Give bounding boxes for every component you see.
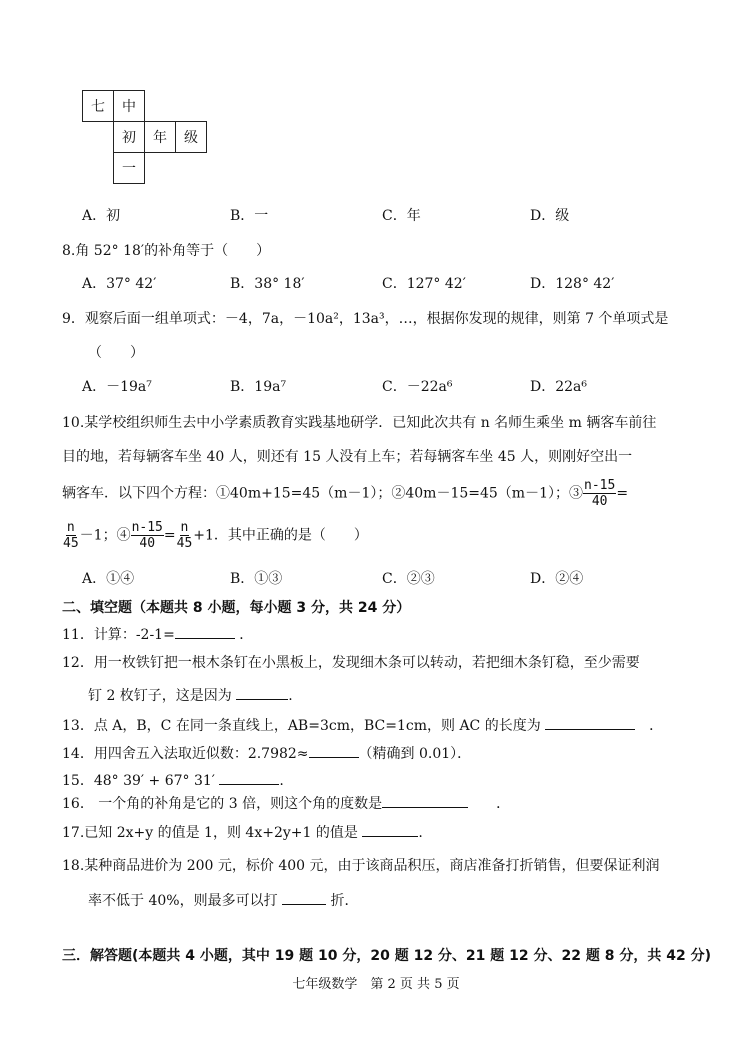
q8-option-b: B．38° 18′ [230, 276, 305, 292]
net-cell: 七 [82, 90, 114, 122]
fraction [176, 520, 194, 551]
q8-option-a: A．37° 42′ [82, 276, 157, 292]
q11 [62, 624, 253, 644]
q9-stem-paren: （ ） [88, 345, 144, 361]
fraction [62, 520, 80, 551]
q16-end: ． [496, 796, 511, 812]
q12-line2 [88, 685, 293, 705]
q11-text: 11．计算：-2-1= [62, 627, 175, 643]
fraction-numerator: n [66, 520, 75, 535]
q9-option-d: D．22a⁶ [530, 379, 587, 395]
q17-text: 17.已知 2x+y 的值是 1，则 4x+2y+1 的值是 [62, 825, 358, 841]
q10-option-d: D．②④ [530, 571, 584, 587]
fraction-numerator: n [180, 520, 189, 535]
answer-blank[interactable] [282, 890, 326, 905]
answer-blank[interactable] [219, 770, 279, 785]
q12-line1: 12．用一枚铁钉把一根木条钉在小黑板上，发现细木条可以转动，若把细木条钉稳，至少需要 [62, 655, 640, 671]
answer-blank[interactable] [545, 715, 635, 730]
net-cell: 中 [113, 90, 145, 122]
q13 [62, 715, 663, 735]
fraction [131, 520, 164, 551]
section-2-heading: 二、填空题（本题共 8 小题，每小题 3 分，共 24 分） [62, 600, 411, 616]
q12-text: 钉 2 枚钉子，这是因为 [88, 688, 232, 704]
q15-end: . [279, 773, 284, 789]
q9-option-c: C．－22a⁶ [382, 379, 453, 395]
q18-text: 率不低于 40%，则最多可以打 [88, 893, 278, 909]
q7-option-c: C．年 [382, 208, 421, 224]
fraction-numerator: n-15 [131, 520, 163, 535]
q8-option-c: C．127° 42′ [382, 276, 466, 292]
q18-end: 折． [330, 893, 359, 909]
answer-blank[interactable] [309, 743, 359, 758]
net-cell: 级 [175, 121, 207, 153]
answer-blank[interactable] [382, 793, 468, 808]
q9-option-a: A．－19a⁷ [82, 379, 152, 395]
q17-end: . [418, 825, 423, 841]
q10-option-b: B．①③ [230, 571, 283, 587]
section-3-heading: 三．解答题(本题共 4 小题，其中 19 题 10 分，20 题 12 分、21 题 12 分、22 题 8 分，共 42 分) [62, 948, 711, 964]
q18-line2 [88, 890, 358, 910]
answer-blank[interactable] [236, 685, 288, 700]
fraction-denominator: 45 [63, 536, 79, 551]
q14 [62, 743, 471, 763]
cube-net-figure [82, 90, 222, 190]
fraction [583, 478, 616, 509]
answer-blank[interactable] [362, 822, 418, 837]
q8-option-d: D．128° 42′ [530, 276, 615, 292]
q18-line1: 18.某种商品进价为 200 元，标价 400 元，由于该商品积压，商店准备打折销售，但要保证利润 [62, 858, 660, 874]
q10-line4-text: －1；④ [79, 527, 131, 544]
q13-text: 13．点 A，B，C 在同一条直线上，AB=3cm，BC=1cm，则 AC 的长度为 [62, 718, 541, 734]
fraction-denominator: 45 [176, 536, 193, 551]
q7-option-b: B．一 [230, 208, 269, 224]
q11-end: ． [239, 627, 254, 643]
q7-option-d: D．级 [530, 208, 570, 224]
page-footer: 七年级数学 第 2 页 共 5 页 [292, 977, 460, 992]
equals-sign: = [616, 485, 629, 502]
q17 [62, 822, 423, 842]
net-cell: 年 [144, 121, 176, 153]
q10-option-a: A．①④ [82, 571, 135, 587]
q10-line4-end: +1．其中正确的是（ ） [193, 527, 368, 544]
q10-line1: 10.某学校组织师生去中小学素质教育实践基地研学．已知此次共有 n 名师生乘坐 m 辆客车前往 [62, 415, 657, 431]
q10-line2: 目的地，若每辆客车坐 40 人，则还有 15 人没有上车；若每辆客车坐 45 人，则刚好空出一 [62, 449, 633, 465]
q13-end: ． [649, 718, 664, 734]
q10-option-c: C．②③ [382, 571, 435, 587]
q14-text: 14．用四舍五入法取近似数：2.7982≈ [62, 746, 309, 762]
q12-end: . [288, 688, 293, 704]
q9-stem: 9．观察后面一组单项式：－4，7a，－10a²，13a³，…，根据你发现的规律，则第 7 个单项式是 [62, 311, 669, 327]
q9-option-b: B．19a⁷ [230, 379, 287, 395]
q8-stem: 8.角 52° 18′的补角等于（ ） [62, 243, 271, 259]
q16-text: 16． 一个角的补角是它的 3 倍，则这个角的度数是 [62, 796, 383, 812]
q10-line4 [62, 520, 368, 551]
equals-sign: = [163, 527, 176, 544]
q15-text: 15．48° 39′ + 67° 31′ [62, 773, 215, 789]
answer-blank[interactable] [175, 624, 235, 639]
q10-line3-text: 辆客车．以下四个方程：①40m+15=45（m－1）；②40m－15=45（m－1）；③ [62, 485, 583, 502]
q14-end: （精确到 0.01）． [358, 746, 472, 762]
net-cell: 初 [113, 121, 145, 153]
fraction-denominator: 40 [591, 494, 608, 509]
q15 [62, 770, 284, 790]
q10-line3 [62, 478, 628, 509]
fraction-numerator: n-15 [584, 478, 616, 493]
q16 [62, 793, 510, 813]
fraction-denominator: 40 [139, 536, 156, 551]
net-cell: 一 [113, 152, 145, 184]
q7-option-a: A．初 [82, 208, 121, 224]
